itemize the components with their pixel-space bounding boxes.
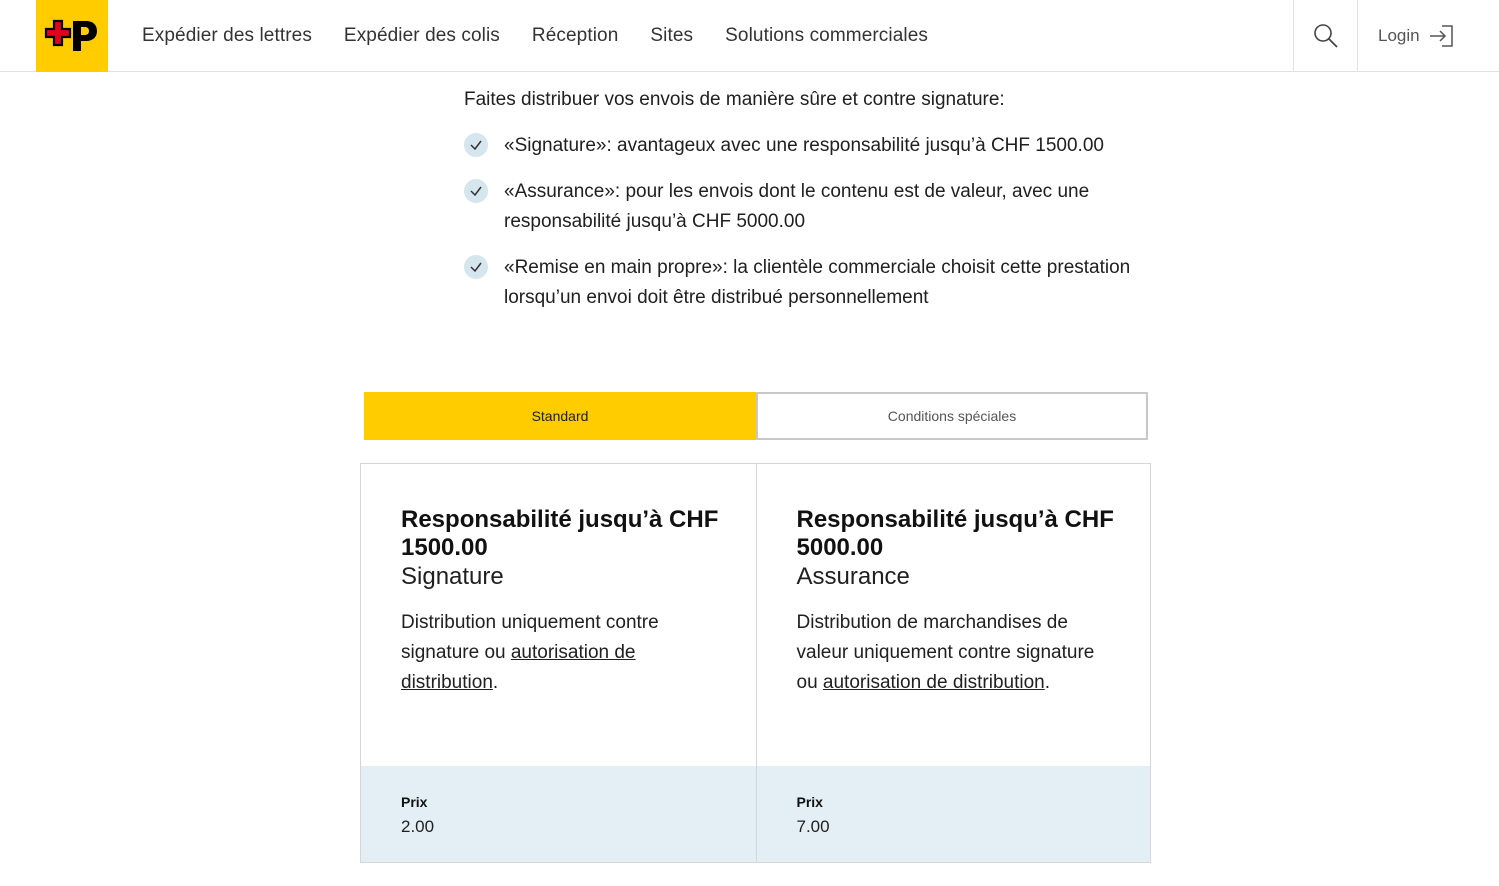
swiss-post-logo[interactable]: [36, 0, 108, 72]
price-label: Prix: [796, 794, 823, 810]
card-subtitle: Assurance: [796, 563, 910, 590]
checklist-item: [464, 253, 1144, 313]
tab-special-conditions[interactable]: Conditions spéciales: [756, 392, 1148, 440]
price-label: Prix: [401, 794, 428, 810]
card-price-panel: [361, 766, 756, 862]
card-title: Responsabilité jusqu’à CHF 1500.00: [401, 506, 719, 561]
price-value: 2.00: [401, 817, 435, 836]
nav-item-sites[interactable]: Sites: [650, 25, 694, 46]
check-icon: [464, 133, 488, 157]
checklist-text: «Assurance»: pour les envois dont le contenu est de valeur, avec une responsabilité jusqu’à CHF 5000.00: [504, 181, 1090, 232]
pricing-card-assurance: [756, 464, 1151, 862]
login-button[interactable]: [1378, 0, 1454, 72]
card-desc-text: Distribution de marchandises de valeur uniquement contre signature ou: [796, 612, 1095, 693]
check-icon: [464, 179, 488, 203]
card-price-panel: [757, 766, 1151, 862]
intro-text: Faites distribuer vos envois de manière sûre et contre signature:: [464, 89, 1005, 110]
nav-item-lettres[interactable]: Expédier des lettres: [142, 25, 312, 46]
card-description: [797, 608, 1117, 698]
pricing-cards: [360, 463, 1151, 863]
delivery-authorisation-link[interactable]: autorisation de distribution: [401, 642, 636, 693]
card-description: [401, 608, 721, 698]
login-arrow-icon: [1428, 23, 1454, 49]
tab-standard[interactable]: Standard: [364, 392, 756, 440]
nav-item-solutions[interactable]: Solutions commerciales: [725, 25, 928, 46]
delivery-authorisation-link[interactable]: autorisation de distribution: [822, 672, 1045, 693]
feature-checklist: [464, 131, 1144, 329]
login-label: Login: [1378, 26, 1420, 45]
price-value: 7.00: [796, 817, 830, 836]
card-desc-end: .: [492, 672, 499, 693]
nav-item-reception[interactable]: Réception: [531, 25, 619, 46]
checklist-text: «Signature»: avantageux avec une responsabilité jusqu’à CHF 1500.00: [504, 135, 1104, 156]
main-nav: [142, 0, 960, 72]
pricing-card-signature: [361, 464, 756, 862]
search-button[interactable]: [1293, 0, 1358, 72]
pricing-tabs: [364, 392, 1148, 440]
card-desc-end: .: [1044, 672, 1051, 693]
search-icon: [1313, 23, 1339, 49]
nav-item-colis[interactable]: Expédier des colis: [343, 25, 500, 46]
card-subtitle: Signature: [401, 563, 504, 590]
site-header: [0, 0, 1499, 72]
check-icon: [464, 255, 488, 279]
checklist-item: [464, 177, 1144, 237]
card-title: Responsabilité jusqu’à CHF 5000.00: [796, 506, 1114, 561]
card-desc-text: Distribution uniquement contre signature ou: [401, 612, 659, 663]
checklist-text: «Remise en main propre»: la clientèle commerciale choisit cette prestation lorsqu’un envoi doit être distribué personnellement: [504, 257, 1131, 308]
checklist-item: [464, 131, 1144, 161]
